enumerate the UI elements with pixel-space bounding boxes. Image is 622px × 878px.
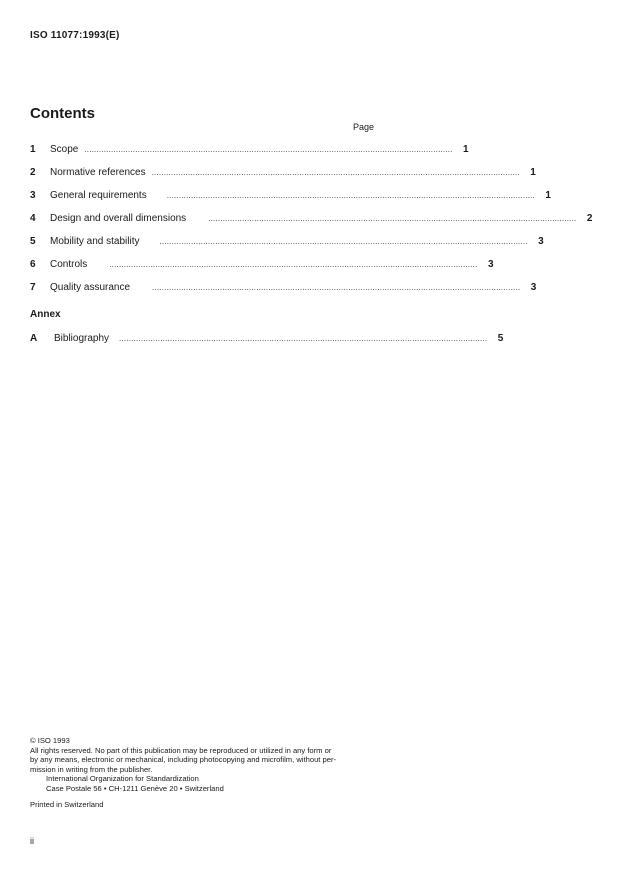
toc-entry-number: 2 <box>30 167 36 178</box>
toc-entry-controls[interactable] <box>30 259 494 273</box>
toc-leader-dots: ........................................................................................................................................................ <box>109 260 478 269</box>
annex-heading: Annex <box>30 309 61 320</box>
toc-entry-quality-assurance[interactable] <box>30 282 537 296</box>
toc-entry-bibliography[interactable] <box>30 333 504 347</box>
toc-entry-page: 2 <box>586 213 593 224</box>
toc-entry-title: General requirements <box>50 190 147 201</box>
toc-entry-title: Normative references <box>50 167 146 178</box>
page-number: ii <box>30 836 34 846</box>
toc-entry-number: 5 <box>30 236 36 247</box>
document-id: ISO 11077:1993(E) <box>30 30 120 41</box>
toc-entry-title: Design and overall dimensions <box>50 213 187 224</box>
toc-entry-number: 4 <box>30 213 36 224</box>
toc-entry-page: 3 <box>530 282 537 293</box>
toc-leader-dots: ........................................................................................................................................................ <box>166 191 535 200</box>
toc-entry-title: Scope <box>50 144 79 155</box>
rights-text-line: by any means, electronic or mechanical, including photocopying and microfilm, without per- <box>30 755 337 765</box>
toc-leader-dots: ........................................................................................................................................................ <box>151 168 520 177</box>
printed-location: Printed in Switzerland <box>30 799 104 809</box>
toc-entry-page: 1 <box>530 167 536 178</box>
toc-entry-title: Controls <box>50 259 88 270</box>
rights-text-line: All rights reserved. No part of this publication may be reproduced or utilized in any form or <box>30 745 332 755</box>
toc-entry-page: 1 <box>463 144 469 155</box>
toc-entry-page: 5 <box>497 333 504 344</box>
toc-entry-number: A <box>30 333 38 344</box>
toc-entry-title: Mobility and stability <box>50 236 140 247</box>
toc-entry-normative-references[interactable] <box>30 167 536 181</box>
toc-entry-page: 1 <box>545 190 551 201</box>
toc-entry-number: 6 <box>30 259 36 270</box>
toc-entry-general-requirements[interactable] <box>30 190 551 204</box>
copyright-footer <box>30 736 380 809</box>
toc-leader-dots: ........................................................................................................................................................ <box>159 237 528 246</box>
contents-title: Contents <box>30 105 95 122</box>
toc-entry-number: 1 <box>30 144 36 155</box>
organization-address: Case Postale 56 • CH-1211 Genève 20 • Switzerland <box>46 783 224 793</box>
toc-entry-scope[interactable] <box>30 144 469 158</box>
toc-leader-dots: ........................................................................................................................................................ <box>119 334 488 343</box>
copyright-notice: © ISO 1993 <box>30 736 70 745</box>
toc-entry-page: 3 <box>538 236 544 247</box>
organization-name: International Organization for Standardization <box>46 774 199 784</box>
page-column-label: Page <box>353 122 375 132</box>
toc-entry-page: 3 <box>487 259 494 270</box>
rights-text-line: mission in writing from the publisher. <box>30 764 153 774</box>
toc-entry-number: 7 <box>30 282 36 293</box>
toc-entry-mobility-stability[interactable] <box>30 236 544 250</box>
toc-entry-design-dimensions[interactable] <box>30 213 593 227</box>
toc-entry-title: Bibliography <box>54 333 110 344</box>
toc-entry-number: 3 <box>30 190 36 201</box>
toc-leader-dots: ........................................................................................................................................................ <box>208 214 577 223</box>
toc-entry-title: Quality assurance <box>50 282 131 293</box>
toc-leader-dots: ........................................................................................................................................................ <box>84 145 453 154</box>
toc-leader-dots: ........................................................................................................................................................ <box>152 283 521 292</box>
